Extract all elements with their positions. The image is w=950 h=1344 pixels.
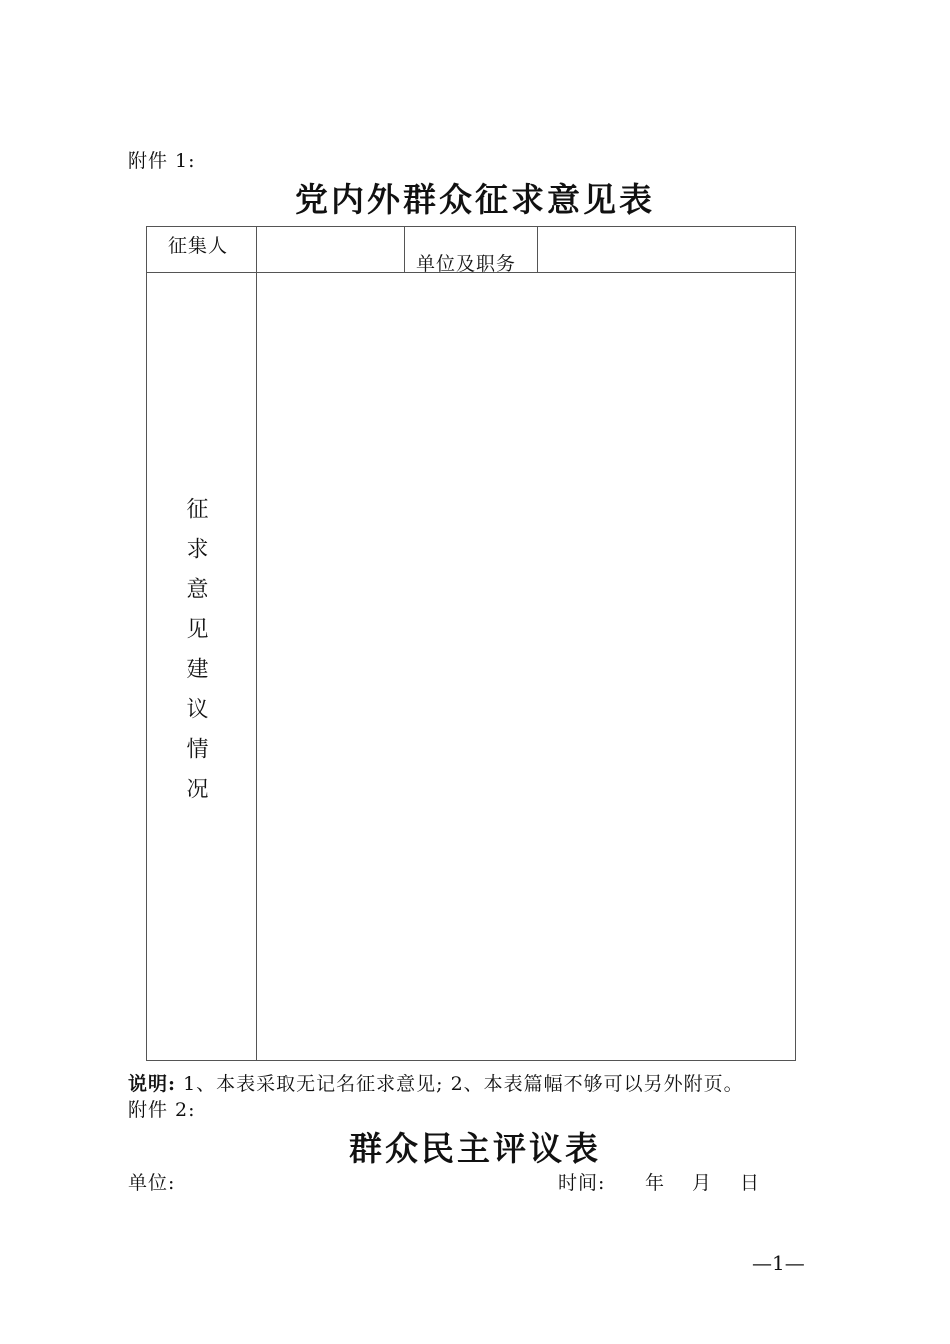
unit-position-field[interactable] [539,228,794,271]
opinions-label: 征求意见建议情况 [183,497,208,817]
collector-label: 征集人 [168,235,229,257]
page-number: —1— [752,1251,805,1275]
attachment-2-label: 附件 2: [128,1099,196,1121]
day-label: 日 [740,1172,761,1194]
collector-field[interactable] [258,228,403,271]
unit-position-label: 单位及职务 [416,253,517,275]
form-title: 党内外群众征求意见表 [295,180,655,219]
note-bold-label: 说明: [128,1073,177,1095]
time-label: 时间: [558,1172,606,1194]
note-text: 1、本表采取无记名征求意见; 2、本表篇幅不够可以另外附页。 [183,1073,744,1095]
evaluation-title: 群众民主评议表 [349,1129,601,1168]
note [128,1069,744,1096]
month-label: 月 [692,1172,713,1194]
year-label: 年 [645,1172,666,1194]
attachment-1-label: 附件 1: [128,150,196,172]
opinions-field[interactable] [258,274,794,1059]
unit-label: 单位: [128,1172,176,1194]
